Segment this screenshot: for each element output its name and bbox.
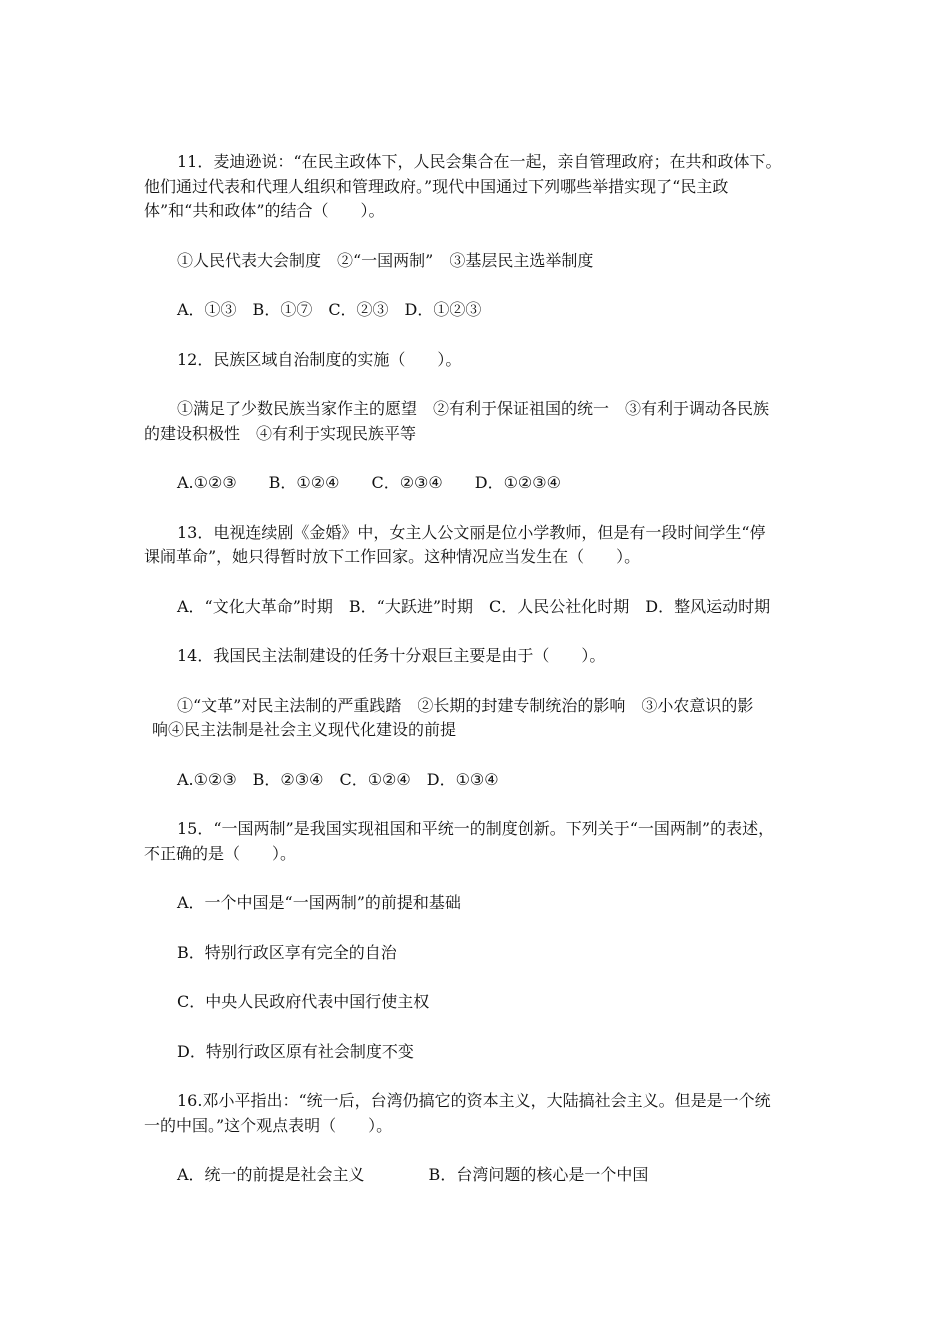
- answer-options: A．统一的前提是社会主义 B．台湾问题的核心是一个中国: [177, 1165, 649, 1184]
- answer-options: A.①②③ B．①②④ C．②③④ D．①②③④: [177, 473, 561, 492]
- question-11-items: [144, 249, 816, 274]
- answer-option: A．一个中国是“一国两制”的前提和基础: [177, 893, 461, 912]
- question-item-line: 响④民主法制是社会主义现代化建设的前提: [152, 720, 457, 739]
- answer-option: B．特别行政区享有完全的自治: [177, 942, 397, 962]
- question-item-line: ①人民代表大会制度 ②“一国两制” ③基层民主选举制度: [177, 250, 594, 270]
- question-16-stem: [144, 1089, 816, 1138]
- question-15-option-b: [144, 941, 816, 966]
- question-15-option-d: [144, 1040, 816, 1065]
- answer-options: A．①③ B．①⑦ C．②③ D．①②③: [177, 300, 482, 319]
- answer-options: A.①②③ B．②③④ C．①②④ D．①③④: [177, 769, 499, 789]
- question-14-stem: [144, 644, 816, 669]
- question-item-line: ①“文革”对民主法制的严重践踏 ②长期的封建专制统治的影响 ③小农意识的影: [177, 695, 754, 715]
- question-13-stem: [144, 521, 816, 570]
- question-stem-line: 13．电视连续剧《金婚》中，女主人公文丽是位小学教师，但是有一段时间学生“停: [177, 522, 766, 542]
- question-16-options: [144, 1163, 816, 1188]
- answer-options: A．“文化大革命”时期 B．“大跃进”时期 C．人民公社化时期 D．整风运动时期: [177, 596, 771, 616]
- question-stem-line: 课闹革命”，她只得暂时放下工作回家。这种情况应当发生在（ ）。: [144, 547, 641, 566]
- question-stem-line: 他们通过代表和代理人组织和管理政府。”现代中国通过下列哪些举措实现了“民主政: [144, 176, 729, 196]
- question-12-options: [144, 471, 816, 496]
- answer-option: C．中央人民政府代表中国行使主权: [177, 992, 430, 1011]
- question-15-stem: [144, 817, 816, 866]
- question-stem-line: 不正确的是（ ）。: [144, 843, 297, 863]
- question-stem-line: 体”和“共和政体”的结合（ ）。: [144, 201, 385, 220]
- question-15-option-a: [144, 891, 816, 916]
- question-14-items: [144, 694, 816, 743]
- question-stem-line: 11．麦迪逊说：“在民主政体下，人民会集合在一起，亲自管理政府；在共和政体下。: [177, 152, 782, 171]
- question-14-options: [144, 768, 816, 793]
- question-stem-line: 15．“一国两制”是我国实现祖国和平统一的制度创新。下列关于“一国两制”的表述，: [177, 819, 775, 838]
- question-13-options: [144, 595, 816, 620]
- question-15-option-c: [144, 990, 816, 1015]
- question-item-line: ①满足了少数民族当家作主的愿望 ②有利于保证祖国的统一 ③有利于调动各民族: [177, 399, 770, 418]
- question-stem-line: 一的中国。”这个观点表明（ ）。: [144, 1115, 393, 1135]
- document-body: [144, 150, 816, 1213]
- answer-option: D．特别行政区原有社会制度不变: [177, 1041, 414, 1061]
- question-11-options: [144, 298, 816, 323]
- question-12-items: [144, 397, 816, 446]
- question-stem-line: 12．民族区域自治制度的实施（ ）。: [177, 349, 462, 369]
- question-stem-line: 14．我国民主法制建设的任务十分艰巨主要是由于（ ）。: [177, 646, 606, 665]
- question-stem-line: 16.邓小平指出：“统一后，台湾仍搞它的资本主义，大陆搞社会主义。但是是一个统: [177, 1091, 771, 1110]
- question-11-stem: [144, 150, 816, 224]
- question-12-stem: [144, 348, 816, 373]
- question-item-line: 的建设积极性 ④有利于实现民族平等: [144, 423, 417, 443]
